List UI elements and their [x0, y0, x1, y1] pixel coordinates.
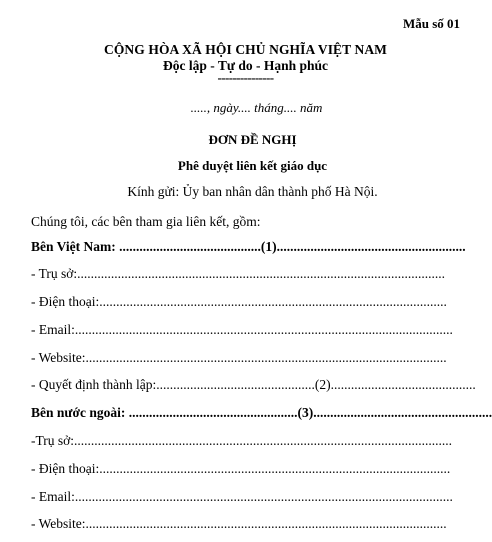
- document-subtitle: Phê duyệt liên kết giáo dục: [177, 158, 328, 173]
- foreign-address-field: -Trụ sở:................................................................................................................: [31, 433, 453, 448]
- date-line: ....., ngày.... tháng.... năm: [190, 100, 323, 115]
- national-title: CỘNG HÒA XÃ HỘI CHỦ NGHĨA VIỆT NAM: [103, 42, 388, 57]
- foreign-website-field: - Website:...........................................................................................................: [31, 516, 447, 531]
- foreign-party-field: Bên nước ngoài: ..................................................(3).....................................................: [31, 405, 492, 420]
- document-title: ĐƠN ĐỀ NGHỊ: [208, 132, 297, 147]
- vietnam-decision-field: - Quyết định thành lập:...............................................(2)...........................................: [31, 377, 476, 392]
- foreign-phone-field: - Điện thoại:........................................................................................................: [31, 461, 451, 476]
- vietnam-party-field: Bên Việt Nam: ..........................................(1)........................................................: [31, 239, 466, 254]
- foreign-email-field: - Email:................................................................................................................: [31, 489, 453, 504]
- vietnam-email-field: - Email:................................................................................................................: [31, 322, 453, 337]
- addressee-line: Kính gửi: Ủy ban nhân dân thành phố Hà Nội.: [127, 184, 378, 199]
- motto-divider: ---------------: [217, 70, 274, 85]
- national-motto: Độc lập - Tự do - Hạnh phúc: [162, 58, 329, 73]
- intro-paragraph: Chúng tôi, các bên tham gia liên kết, gồm:: [31, 214, 261, 229]
- vietnam-address-field: - Trụ sở:.............................................................................................................: [31, 266, 446, 281]
- vietnam-website-field: - Website:...........................................................................................................: [31, 350, 447, 365]
- form-code: Mẫu số 01: [402, 16, 460, 31]
- vietnam-phone-field: - Điện thoại:.......................................................................................................: [31, 294, 447, 309]
